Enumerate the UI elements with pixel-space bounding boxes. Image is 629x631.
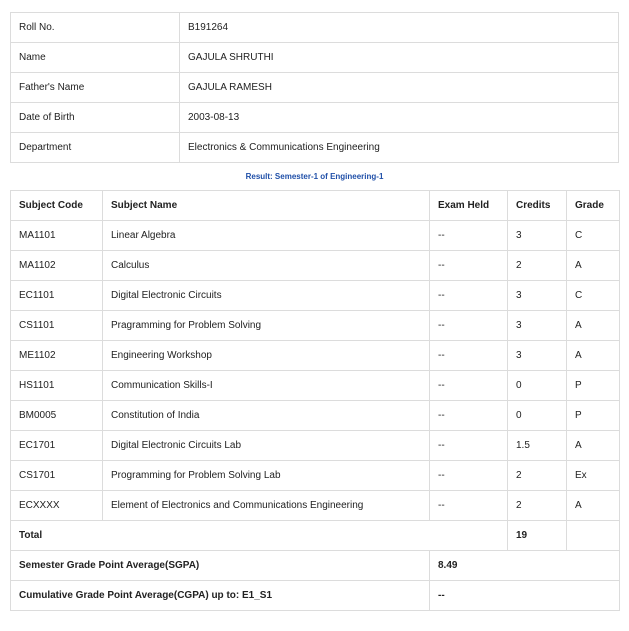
subject-row: [11, 311, 620, 341]
subject-row: [11, 401, 620, 431]
grade: C: [567, 221, 620, 251]
name-value: GAJULA SHRUTHI: [180, 43, 619, 73]
info-row-department: [11, 133, 619, 163]
credits: 2: [508, 491, 567, 521]
subject-row: [11, 341, 620, 371]
subject-row: [11, 431, 620, 461]
column-header-subject-name: Subject Name: [103, 191, 430, 221]
result-caption: Result: Semester-1 of Engineering-1: [245, 172, 384, 181]
credits: 1.5: [508, 431, 567, 461]
total-row: [11, 521, 620, 551]
subject-name: Communication Skills-I: [103, 371, 430, 401]
father-name-value: GAJULA RAMESH: [180, 73, 619, 103]
cgpa-label: Cumulative Grade Point Average(CGPA) up to: E1_S1: [11, 581, 430, 611]
exam-held: --: [430, 311, 508, 341]
column-header-exam-held: Exam Held: [430, 191, 508, 221]
grade: A: [567, 251, 620, 281]
exam-held: --: [430, 251, 508, 281]
name-label: Name: [11, 43, 180, 73]
cgpa-value: --: [430, 581, 620, 611]
subject-code: ECXXXX: [11, 491, 103, 521]
grade: P: [567, 401, 620, 431]
subject-code: CS1701: [11, 461, 103, 491]
column-header-grade: Grade: [567, 191, 620, 221]
exam-held: --: [430, 401, 508, 431]
credits: 3: [508, 341, 567, 371]
dob-value: 2003-08-13: [180, 103, 619, 133]
subject-row: [11, 221, 620, 251]
info-row-dob: [11, 103, 619, 133]
credits: 0: [508, 401, 567, 431]
subject-code: BM0005: [11, 401, 103, 431]
roll-no-value: B191264: [180, 13, 619, 43]
sgpa-value: 8.49: [430, 551, 620, 581]
subject-code: MA1101: [11, 221, 103, 251]
subject-row: [11, 491, 620, 521]
credits: 0: [508, 371, 567, 401]
total-credits: 19: [508, 521, 567, 551]
total-label: Total: [11, 521, 508, 551]
column-header-credits: Credits: [508, 191, 567, 221]
subject-code: CS1101: [11, 311, 103, 341]
column-header-subject-code: Subject Code: [11, 191, 103, 221]
cgpa-row: [11, 581, 620, 611]
subject-name: Element of Electronics and Communications Engineering: [103, 491, 430, 521]
sgpa-label: Semester Grade Point Average(SGPA): [11, 551, 430, 581]
grade: A: [567, 341, 620, 371]
subject-row: [11, 281, 620, 311]
info-row-name: [11, 43, 619, 73]
exam-held: --: [430, 431, 508, 461]
grade: P: [567, 371, 620, 401]
sgpa-row: [11, 551, 620, 581]
info-row-father-name: [11, 73, 619, 103]
father-name-label: Father's Name: [11, 73, 180, 103]
grade: C: [567, 281, 620, 311]
department-label: Department: [11, 133, 180, 163]
roll-no-label: Roll No.: [11, 13, 180, 43]
info-row-roll-no: [11, 13, 619, 43]
subject-row: [11, 251, 620, 281]
exam-held: --: [430, 281, 508, 311]
subject-name: Engineering Workshop: [103, 341, 430, 371]
credits: 3: [508, 311, 567, 341]
subject-name: Calculus: [103, 251, 430, 281]
subject-name: Digital Electronic Circuits Lab: [103, 431, 430, 461]
student-info-table: [10, 12, 619, 163]
subject-code: HS1101: [11, 371, 103, 401]
department-value: Electronics & Communications Engineering: [180, 133, 619, 163]
subject-name: Programming for Problem Solving Lab: [103, 461, 430, 491]
subject-name: Digital Electronic Circuits: [103, 281, 430, 311]
exam-held: --: [430, 491, 508, 521]
exam-held: --: [430, 461, 508, 491]
exam-held: --: [430, 221, 508, 251]
subject-name: Pragramming for Problem Solving: [103, 311, 430, 341]
grade: A: [567, 431, 620, 461]
grade: A: [567, 311, 620, 341]
result-table: [10, 190, 620, 611]
subject-name: Constitution of India: [103, 401, 430, 431]
grade: A: [567, 491, 620, 521]
credits: 3: [508, 221, 567, 251]
subject-code: EC1101: [11, 281, 103, 311]
subject-code: MA1102: [11, 251, 103, 281]
subject-name: Linear Algebra: [103, 221, 430, 251]
result-header-row: [11, 191, 620, 221]
exam-held: --: [430, 371, 508, 401]
exam-held: --: [430, 341, 508, 371]
grade: Ex: [567, 461, 620, 491]
subject-row: [11, 461, 620, 491]
subject-row: [11, 371, 620, 401]
credits: 2: [508, 461, 567, 491]
dob-label: Date of Birth: [11, 103, 180, 133]
subject-code: ME1102: [11, 341, 103, 371]
total-grade-empty: [567, 521, 620, 551]
subject-code: EC1701: [11, 431, 103, 461]
credits: 2: [508, 251, 567, 281]
credits: 3: [508, 281, 567, 311]
